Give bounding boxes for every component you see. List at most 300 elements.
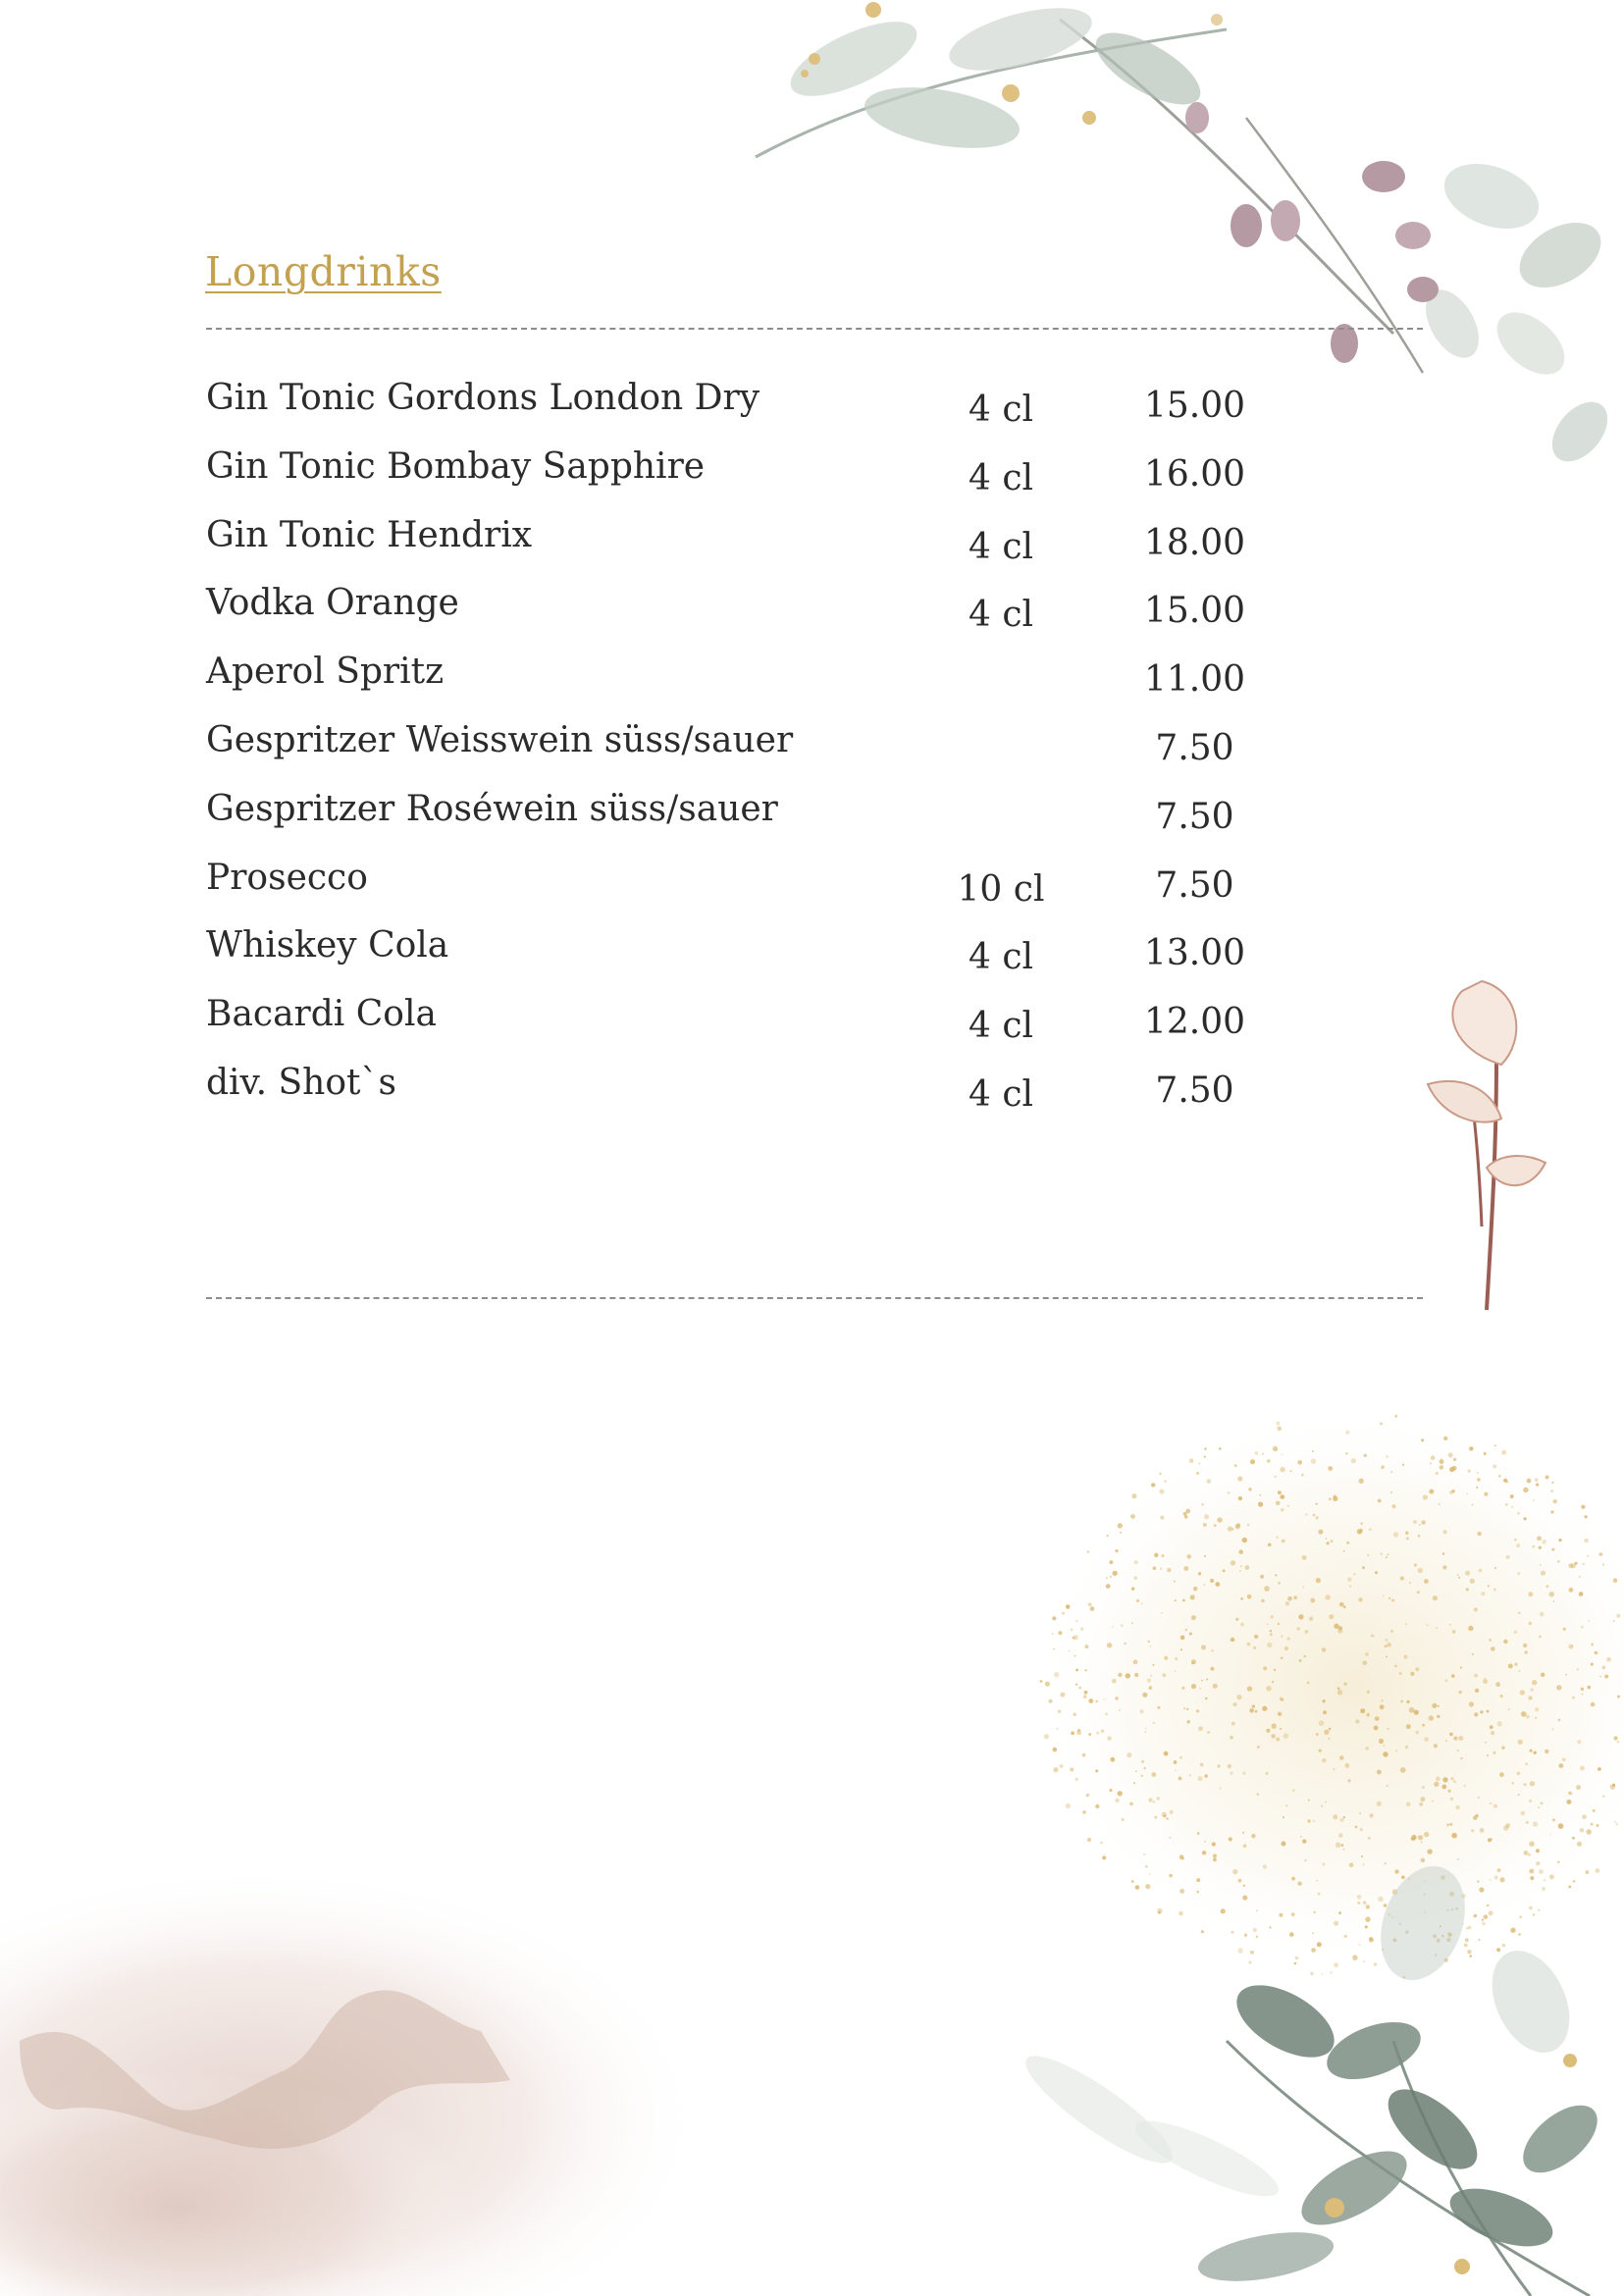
glitter-dot bbox=[1503, 1825, 1508, 1830]
glitter-dot bbox=[1297, 1627, 1300, 1630]
glitter-dot bbox=[1287, 1505, 1289, 1507]
glitter-dot bbox=[1166, 1817, 1168, 1819]
glitter-dot bbox=[1109, 1789, 1112, 1792]
glitter-dot bbox=[1118, 1791, 1123, 1796]
glitter-dot bbox=[1204, 1774, 1208, 1778]
glitter-dot bbox=[1553, 1499, 1557, 1503]
glitter-dot bbox=[1493, 1751, 1495, 1754]
glitter-dot bbox=[1474, 1674, 1478, 1678]
glitter-dot bbox=[1193, 1587, 1198, 1592]
glitter-dot bbox=[1484, 1453, 1486, 1455]
glitter-dot bbox=[1267, 1643, 1272, 1647]
glitter-dot bbox=[1491, 1839, 1493, 1841]
glitter-dot bbox=[1145, 1731, 1147, 1733]
glitter-dot bbox=[1169, 1837, 1171, 1839]
glitter-dot bbox=[1549, 1874, 1554, 1879]
glitter-dot bbox=[1082, 1753, 1085, 1756]
glitter-dot bbox=[1274, 1447, 1279, 1452]
glitter-dot bbox=[1328, 1466, 1333, 1471]
glitter-dot bbox=[1191, 1684, 1196, 1689]
glitter-dot bbox=[1200, 1763, 1204, 1767]
glitter-dot bbox=[1328, 1738, 1330, 1740]
drink-price: 12.00 bbox=[1143, 1002, 1246, 1043]
glitter-dot bbox=[1228, 1491, 1231, 1494]
glitter-dot bbox=[1430, 1463, 1432, 1465]
glitter-dot bbox=[1253, 1928, 1257, 1932]
glitter-dot bbox=[1399, 1672, 1402, 1675]
glitter-dot bbox=[1115, 1799, 1120, 1803]
glitter-dot bbox=[1548, 1592, 1554, 1597]
glitter-dot bbox=[1400, 1577, 1404, 1581]
drink-price: 13.00 bbox=[1143, 933, 1246, 974]
glitter-dot bbox=[1184, 1515, 1187, 1518]
glitter-dot bbox=[1349, 1863, 1354, 1868]
glitter-dot bbox=[1144, 1767, 1146, 1769]
glitter-dot bbox=[1443, 1436, 1447, 1440]
glitter-dot bbox=[1323, 1863, 1326, 1866]
glitter-dot bbox=[1110, 1576, 1112, 1578]
glitter-dot bbox=[1126, 1673, 1130, 1678]
glitter-dot bbox=[1242, 1832, 1244, 1834]
glitter-dot bbox=[1447, 1932, 1451, 1936]
glitter-dot bbox=[1499, 1877, 1504, 1882]
glitter-dot bbox=[1334, 1962, 1338, 1967]
glitter-dot bbox=[1610, 1785, 1615, 1790]
glitter-dot bbox=[1110, 1560, 1114, 1564]
glitter-dot bbox=[1435, 1954, 1437, 1956]
glitter-dot bbox=[1191, 1661, 1194, 1664]
glitter-dot bbox=[1585, 1515, 1588, 1518]
glitter-dot bbox=[1494, 1445, 1496, 1447]
glitter-dot bbox=[1558, 1823, 1564, 1829]
glitter-dot bbox=[1535, 1717, 1537, 1719]
glitter-dot bbox=[1481, 1592, 1485, 1595]
glitter-dot bbox=[1153, 1567, 1157, 1571]
glitter-dot bbox=[1484, 1452, 1487, 1455]
glitter-dot bbox=[1468, 1470, 1471, 1473]
glitter-dot bbox=[1466, 1493, 1468, 1495]
bottom-divider bbox=[206, 1297, 1423, 1299]
glitter-dot bbox=[1616, 1614, 1620, 1618]
glitter-dot bbox=[1118, 1523, 1123, 1528]
glitter-dot bbox=[1446, 1938, 1451, 1943]
glitter-dot bbox=[1162, 1812, 1167, 1817]
glitter-dot bbox=[1369, 1938, 1374, 1943]
glitter-dot bbox=[1365, 1925, 1368, 1928]
glitter-dot bbox=[1242, 1896, 1247, 1901]
glitter-dot bbox=[1316, 1503, 1318, 1505]
glitter-dot bbox=[1180, 1636, 1185, 1641]
glitter-dot bbox=[1518, 1670, 1520, 1672]
glitter-dot bbox=[1201, 1503, 1204, 1506]
glitter-dot bbox=[1199, 1688, 1201, 1690]
glitter-dot bbox=[1182, 1599, 1185, 1602]
glitter-dot bbox=[1342, 1849, 1344, 1851]
glitter-dot bbox=[1432, 1800, 1434, 1802]
glitter-dot bbox=[1418, 1535, 1420, 1537]
glitter-dot bbox=[1257, 1746, 1260, 1748]
glitter-dot bbox=[1357, 1895, 1362, 1900]
glitter-dot bbox=[1394, 1869, 1398, 1873]
glitter-dot bbox=[1264, 1586, 1270, 1592]
glitter-dot bbox=[1066, 1803, 1071, 1808]
glitter-dot bbox=[1450, 1798, 1453, 1800]
glitter-dot bbox=[1383, 1751, 1388, 1756]
glitter-dot bbox=[1113, 1571, 1118, 1576]
glitter-dot bbox=[1381, 1466, 1385, 1470]
glitter-dot bbox=[1268, 1543, 1272, 1547]
glitter-dot bbox=[1280, 1467, 1284, 1472]
glitter-dot bbox=[1110, 1757, 1115, 1762]
glitter-dot bbox=[1307, 1819, 1310, 1822]
glitter-dot bbox=[1174, 1581, 1176, 1583]
glitter-dot bbox=[1400, 1767, 1406, 1773]
glitter-dot bbox=[1419, 1524, 1421, 1526]
drink-name: Gin Tonic Bombay Sapphire bbox=[206, 445, 706, 487]
glitter-dot bbox=[1107, 1736, 1112, 1741]
glitter-dot bbox=[1386, 1639, 1388, 1642]
glitter-dot bbox=[1614, 1736, 1618, 1740]
glitter-dot bbox=[1339, 1755, 1344, 1760]
glitter-dot bbox=[1380, 1423, 1383, 1426]
glitter-dot bbox=[1498, 1475, 1500, 1477]
glitter-dot bbox=[1528, 1696, 1532, 1699]
glitter-dot bbox=[1359, 1529, 1363, 1533]
glitter-dot bbox=[1569, 1792, 1573, 1796]
glitter-dot bbox=[1359, 1812, 1361, 1814]
glitter-dot bbox=[1106, 1713, 1108, 1715]
glitter-dot bbox=[1506, 1823, 1511, 1828]
glitter-dot bbox=[1291, 1912, 1295, 1916]
glitter-dot bbox=[1347, 1577, 1351, 1581]
glitter-dot bbox=[1422, 1786, 1425, 1789]
glitter-dot bbox=[1472, 1504, 1474, 1506]
glitter-dot bbox=[1383, 1594, 1385, 1596]
glitter-dot bbox=[1084, 1644, 1088, 1648]
glitter-dot bbox=[1338, 1833, 1343, 1838]
glitter-dot bbox=[1340, 1818, 1344, 1822]
glitter-dot bbox=[1304, 1655, 1307, 1658]
glitter-dot bbox=[1473, 1816, 1477, 1820]
glitter-dot bbox=[1583, 1563, 1585, 1565]
glitter-dot bbox=[1167, 1568, 1171, 1572]
glitter-dot bbox=[1360, 1828, 1363, 1831]
glitter-dot bbox=[1179, 1889, 1184, 1894]
glitter-dot bbox=[1363, 1863, 1365, 1865]
glitter-dot bbox=[1131, 1493, 1136, 1498]
glitter-dot bbox=[1287, 1596, 1292, 1601]
glitter-dot bbox=[1331, 1971, 1333, 1973]
glitter-dot bbox=[1157, 1706, 1160, 1709]
glitter-dot bbox=[1562, 1757, 1566, 1761]
glitter-dot bbox=[1591, 1702, 1596, 1707]
glitter-dot bbox=[1324, 1730, 1329, 1735]
glitter-dot bbox=[1423, 1893, 1426, 1896]
glitter-dot bbox=[1071, 1732, 1074, 1736]
glitter-dot bbox=[1442, 1777, 1447, 1782]
glitter-dot bbox=[1421, 1438, 1424, 1441]
glitter-dot bbox=[1591, 1823, 1594, 1826]
glitter-dot bbox=[1572, 1837, 1575, 1840]
glitter-dot bbox=[1066, 1604, 1071, 1609]
glitter-dot bbox=[1213, 1853, 1217, 1857]
glitter-dot bbox=[1411, 1835, 1416, 1840]
glitter-dot bbox=[1240, 1623, 1244, 1627]
glitter-dot bbox=[1085, 1669, 1087, 1671]
glitter-dot bbox=[1270, 1633, 1273, 1636]
glitter-dot bbox=[1385, 1862, 1387, 1864]
glitter-dot bbox=[1484, 1492, 1488, 1496]
glitter-dot bbox=[1054, 1672, 1059, 1677]
glitter-dot bbox=[1475, 1814, 1479, 1818]
glitter-dot bbox=[1228, 1764, 1231, 1768]
glitter-dot bbox=[1482, 1922, 1486, 1926]
glitter-dot bbox=[1133, 1660, 1138, 1665]
glitter-dot bbox=[1451, 1489, 1454, 1492]
glitter-dot bbox=[1338, 1911, 1341, 1914]
glitter-dot bbox=[1204, 1841, 1206, 1843]
glitter-dot bbox=[1175, 1657, 1178, 1660]
glitter-dot bbox=[1333, 1814, 1337, 1819]
glitter-dot bbox=[1293, 1595, 1297, 1599]
glitter-dot bbox=[1480, 1710, 1483, 1713]
glitter-dot bbox=[1181, 1857, 1184, 1860]
glitter-dot bbox=[1150, 1675, 1152, 1677]
glitter-dot bbox=[1317, 1942, 1322, 1947]
glitter-dot bbox=[1362, 1566, 1365, 1569]
glitter-dot bbox=[1442, 1565, 1446, 1569]
glitter-dot bbox=[1437, 1939, 1441, 1943]
glitter-dot bbox=[1250, 1951, 1254, 1955]
glitter-dot bbox=[1390, 1491, 1392, 1493]
glitter-dot bbox=[1358, 1597, 1363, 1602]
glitter-dot bbox=[1295, 1957, 1299, 1960]
glitter-dot bbox=[1566, 1800, 1571, 1804]
glitter-dot bbox=[1442, 1552, 1444, 1554]
glitter-dot bbox=[1572, 1696, 1575, 1699]
glitter-dot bbox=[1408, 1878, 1410, 1880]
glitter-dot bbox=[1074, 1713, 1076, 1716]
glitter-dot bbox=[1311, 1948, 1316, 1953]
glitter-dot bbox=[1262, 1453, 1264, 1455]
glitter-dot bbox=[1457, 1858, 1459, 1860]
glitter-dot bbox=[1465, 1571, 1470, 1576]
glitter-dot bbox=[1213, 1858, 1217, 1862]
glitter-dot bbox=[1436, 1472, 1439, 1475]
glitter-dot bbox=[1490, 1725, 1493, 1729]
glitter-dot bbox=[1571, 1645, 1573, 1647]
glitter-dot bbox=[1087, 1550, 1089, 1552]
glitter-dot bbox=[1267, 1623, 1269, 1625]
glitter-dot bbox=[1070, 1768, 1074, 1772]
glitter-dot bbox=[1505, 1503, 1507, 1505]
glitter-dot bbox=[1444, 1958, 1448, 1962]
glitter-dot bbox=[1531, 1688, 1534, 1691]
glitter-dot bbox=[1255, 1710, 1258, 1713]
glitter-dot bbox=[1403, 1976, 1406, 1979]
glitter-dot bbox=[1284, 1646, 1288, 1650]
drink-name: Gespritzer Weisswein süss/sauer bbox=[206, 719, 794, 760]
glitter-dot bbox=[1602, 1796, 1604, 1798]
glitter-dot bbox=[1053, 1648, 1055, 1650]
glitter-dot bbox=[1321, 1973, 1323, 1975]
glitter-dot bbox=[1388, 1597, 1390, 1599]
drink-volume: 4 cl bbox=[968, 457, 1034, 498]
glitter-dot bbox=[1313, 1820, 1315, 1822]
glitter-dot bbox=[1119, 1709, 1121, 1711]
glitter-dot bbox=[1451, 1908, 1454, 1911]
glitter-dot bbox=[1516, 1543, 1520, 1547]
glitter-dot bbox=[1179, 1756, 1182, 1759]
glitter-dot bbox=[1527, 1479, 1532, 1484]
glitter-dot bbox=[1418, 1835, 1423, 1840]
glitter-dot bbox=[1095, 1700, 1098, 1703]
glitter-dot bbox=[1414, 1564, 1417, 1567]
glitter-dot bbox=[1400, 1700, 1403, 1703]
glitter-dot bbox=[1140, 1709, 1144, 1713]
drink-price: 7.50 bbox=[1155, 727, 1234, 768]
glitter-dot bbox=[1351, 1458, 1356, 1463]
drink-price: 11.00 bbox=[1143, 659, 1246, 701]
glitter-dot bbox=[1370, 1813, 1374, 1817]
glitter-dot bbox=[1076, 1730, 1081, 1735]
glitter-dot bbox=[1206, 1679, 1208, 1681]
glitter-dot bbox=[1586, 1829, 1591, 1834]
glitter-dot bbox=[1341, 1844, 1344, 1847]
glitter-dot bbox=[1479, 1887, 1484, 1892]
glitter-dot bbox=[1419, 1802, 1423, 1806]
glitter-dot bbox=[1277, 1427, 1282, 1432]
glitter-dot bbox=[1457, 1574, 1459, 1576]
glitter-dot bbox=[1552, 1818, 1555, 1821]
drink-price: 7.50 bbox=[1155, 1070, 1234, 1111]
glitter-dot bbox=[1436, 1777, 1441, 1782]
glitter-dot bbox=[1130, 1514, 1135, 1519]
glitter-dot bbox=[1352, 1955, 1358, 1960]
glitter-dot bbox=[1325, 1801, 1327, 1803]
glitter-dot bbox=[1095, 1804, 1099, 1808]
glitter-dot bbox=[1169, 1874, 1172, 1877]
glitter-dot bbox=[1529, 1869, 1534, 1874]
glitter-dot bbox=[1258, 1502, 1263, 1507]
glitter-dot bbox=[1179, 1777, 1182, 1781]
glitter-dot bbox=[1262, 1706, 1267, 1711]
drink-name: Gin Tonic Hendrix bbox=[206, 514, 533, 555]
glitter-dot bbox=[1343, 1605, 1346, 1608]
glitter-dot bbox=[1491, 1646, 1495, 1651]
glitter-dot bbox=[1075, 1669, 1078, 1672]
watercolor-stain-icon bbox=[0, 1864, 707, 2296]
glitter-dot bbox=[1142, 1693, 1147, 1697]
glitter-dot bbox=[1382, 1949, 1384, 1951]
glitter-dot bbox=[1511, 1506, 1513, 1508]
glitter-dot bbox=[1344, 1935, 1347, 1938]
glitter-dot bbox=[1316, 1516, 1319, 1519]
glitter-dot bbox=[1441, 1875, 1445, 1880]
glitter-dot bbox=[1534, 1751, 1537, 1754]
glitter-dot bbox=[1287, 1638, 1290, 1641]
glitter-dot bbox=[1591, 1644, 1594, 1646]
glitter-dot bbox=[1568, 1563, 1573, 1568]
glitter-dot bbox=[1196, 1472, 1199, 1475]
glitter-dot bbox=[1278, 1490, 1282, 1494]
glitter-dot bbox=[1357, 1902, 1360, 1905]
glitter-dot bbox=[1493, 1804, 1497, 1808]
glitter-dot bbox=[1367, 1691, 1370, 1694]
glitter-dot bbox=[1088, 1603, 1092, 1607]
glitter-dot bbox=[1363, 1960, 1365, 1962]
glitter-dot bbox=[1059, 1764, 1063, 1768]
glitter-dot bbox=[1514, 1631, 1517, 1634]
menu-row bbox=[206, 720, 1285, 789]
glitter-dot bbox=[1406, 1700, 1409, 1703]
glitter-dot bbox=[1406, 1537, 1409, 1539]
glitter-dot bbox=[1260, 1575, 1264, 1579]
glitter-dot bbox=[1550, 1510, 1553, 1513]
glitter-dot bbox=[1062, 1612, 1065, 1615]
glitter-dot bbox=[1545, 1476, 1549, 1480]
glitter-dot bbox=[1438, 1705, 1440, 1707]
glitter-dot bbox=[1529, 1800, 1532, 1802]
glitter-dot bbox=[1464, 1785, 1466, 1787]
glitter-dot bbox=[1300, 1836, 1302, 1838]
glitter-dot bbox=[1129, 1802, 1133, 1806]
glitter-dot bbox=[1424, 1911, 1426, 1913]
glitter-dot bbox=[1551, 1548, 1554, 1551]
glitter-dot bbox=[1529, 1906, 1533, 1910]
glitter-dot bbox=[1458, 1736, 1463, 1741]
glitter-dot bbox=[1519, 1915, 1522, 1918]
glitter-dot bbox=[1231, 1560, 1235, 1565]
glitter-dot bbox=[1493, 1465, 1496, 1469]
glitter-dot bbox=[1427, 1849, 1432, 1853]
glitter-dot bbox=[1266, 1772, 1269, 1775]
glitter-dot bbox=[1069, 1650, 1071, 1652]
glitter-dot bbox=[1424, 1880, 1426, 1882]
drink-volume: 4 cl bbox=[968, 937, 1034, 978]
glitter-dot bbox=[1533, 1499, 1535, 1501]
glitter-dot bbox=[1405, 1931, 1408, 1934]
glitter-dot bbox=[1458, 1577, 1460, 1579]
glitter-dot bbox=[1577, 1668, 1579, 1670]
glitter-dot bbox=[1190, 1594, 1195, 1599]
glitter-dot bbox=[1581, 1626, 1584, 1629]
glitter-dot bbox=[1282, 1539, 1285, 1543]
glitter-dot bbox=[1392, 1504, 1396, 1508]
glitter-dot bbox=[1526, 1715, 1530, 1719]
glitter-dot bbox=[1276, 1738, 1280, 1742]
glitter-dot bbox=[1439, 1503, 1441, 1505]
glitter-dot bbox=[1449, 1490, 1453, 1494]
glitter-dot bbox=[1236, 1523, 1240, 1527]
glitter-dot bbox=[1491, 1731, 1494, 1735]
glitter-dot bbox=[1440, 1465, 1444, 1470]
glitter-dot bbox=[1424, 1579, 1429, 1584]
glitter-dot bbox=[1474, 1914, 1477, 1917]
glitter-dot bbox=[1429, 1489, 1434, 1494]
gold-glitter-icon bbox=[1030, 1403, 1624, 1979]
glitter-dot bbox=[1606, 1657, 1611, 1662]
glitter-dot bbox=[1302, 1555, 1307, 1560]
glitter-dot bbox=[1058, 1710, 1062, 1714]
glitter-dot bbox=[1238, 1879, 1242, 1883]
glitter-dot bbox=[1321, 1805, 1323, 1807]
glitter-dot bbox=[1479, 1939, 1481, 1941]
glitter-dot bbox=[1368, 1837, 1371, 1840]
glitter-dot bbox=[1364, 1454, 1367, 1457]
glitter-dot bbox=[1453, 1780, 1456, 1783]
glitter-dot bbox=[1462, 1923, 1464, 1925]
